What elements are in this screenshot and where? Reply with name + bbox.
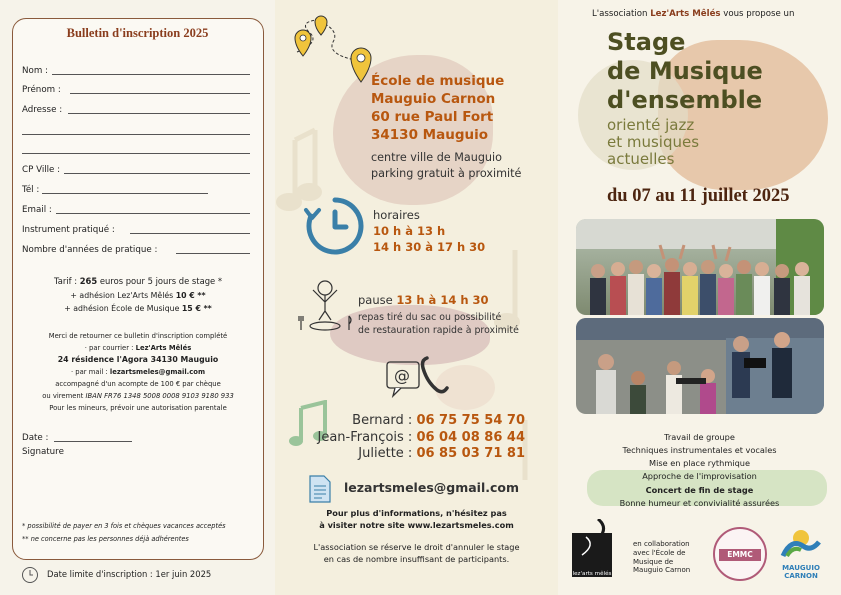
group-photo-image — [576, 219, 824, 315]
group-photo-1 — [576, 219, 824, 315]
feature-1: Travail de groupe — [664, 432, 735, 442]
venue-notes — [371, 150, 521, 182]
lunch-icon — [295, 276, 357, 338]
lunch-notes — [358, 311, 519, 337]
mail-line: · par courrier : Lez'Arts Mêlés — [84, 344, 192, 352]
info-panel — [275, 0, 558, 595]
contact-bernard: Bernard : 06 75 75 54 70 — [352, 413, 525, 428]
lezarts-logo — [572, 519, 614, 579]
svg-text:@: @ — [394, 366, 410, 385]
contact-juliette: Juliette : 06 85 03 71 81 — [358, 446, 525, 461]
postal-address: 24 résidence l'Agora 34130 Mauguio — [57, 355, 219, 364]
field-adresse-label: Adresse : — [22, 105, 63, 115]
disclaimer — [275, 542, 558, 565]
collab-line-2: avec l'École de — [633, 548, 686, 557]
feature-6: Bonne humeur et convivialité assurées — [619, 498, 780, 508]
group-photo-2 — [576, 318, 824, 414]
field-prenom-label: Prénom : — [22, 85, 61, 95]
mauguio-logo-line-2: CARNON — [784, 572, 818, 580]
contact-icon — [383, 352, 449, 398]
schedule-block — [373, 207, 485, 255]
collab-line-4: Mauguio Carnon — [633, 566, 691, 575]
signature-label: Signature — [22, 447, 64, 457]
venue-line-3: 60 rue Paul Fort — [371, 109, 494, 125]
concert-photo-image — [576, 318, 824, 414]
map-pin-icon — [281, 12, 377, 94]
mauguio-logo-line-1: MAUGUIO — [782, 564, 820, 572]
field-instrument-label: Instrument pratiqué : — [22, 225, 115, 235]
date-label: Date : — [22, 433, 49, 443]
field-nom-label: Nom : — [22, 66, 48, 76]
stage-dates: du 07 au 11 juillet 2025 — [607, 186, 790, 206]
mauguio-logo-text — [779, 564, 823, 580]
venue-line-2: Mauguio Carnon — [371, 91, 496, 107]
contact-jean-francois: Jean-François : 06 04 08 86 44 — [317, 429, 525, 445]
feature-2: Techniques instrumentales et vocales — [622, 445, 777, 455]
field-years-line[interactable] — [176, 253, 250, 254]
emmc-logo — [713, 527, 767, 581]
field-prenom-line[interactable] — [70, 93, 250, 94]
field-adresse-line-3[interactable] — [22, 153, 250, 154]
title-line-1: Stage — [607, 28, 686, 56]
feature-3: Mise en place rythmique — [649, 458, 750, 468]
form-card — [12, 18, 264, 560]
deadline-text: Date limite d'inscription : 1er juin 2025 — [47, 569, 212, 579]
subtitle — [607, 117, 699, 168]
subtitle-1: orienté jazz — [607, 116, 695, 134]
adhesion-ecole: + adhésion École de Musique 15 € ** — [64, 304, 212, 313]
subtitle-3: actuelles — [607, 150, 675, 168]
disclaimer-1: L'association se réserve le droit d'annuler le stage — [313, 542, 520, 552]
field-adresse-line[interactable] — [68, 113, 250, 114]
more-info — [275, 508, 558, 531]
venue-address — [371, 72, 504, 144]
more-info-2: à visiter notre site www.lezartsmeles.com — [319, 519, 514, 530]
collab-line-1: en collaboration — [633, 540, 690, 548]
field-tel-line[interactable] — [42, 193, 208, 194]
schedule-afternoon: 14 h 30 à 17 h 30 — [373, 240, 486, 254]
title-line-2: de Musique — [607, 57, 763, 85]
schedule-label: horaires — [373, 208, 420, 222]
form-title: Bulletin d'inscription 2025 — [66, 26, 209, 40]
iban-line: ou virement IBAN FR76 1348 5008 0008 9103 9180 933 — [42, 392, 234, 400]
venue-line-4: 34130 Mauguio — [371, 127, 488, 143]
field-email-label: Email : — [22, 205, 52, 215]
field-cpville-label: CP Ville : — [22, 165, 61, 175]
feature-4: Approche de l'improvisation — [642, 471, 757, 481]
field-nom-line[interactable] — [52, 74, 250, 75]
field-cpville-line[interactable] — [64, 173, 250, 174]
minors-line: Pour les mineurs, prévoir une autorisation parentale — [49, 404, 227, 412]
lezarts-logo-image — [572, 519, 614, 579]
email-line: · par mail : lezartsmeles@gmail.com — [70, 368, 206, 376]
field-email-line[interactable] — [56, 213, 250, 214]
venue-note-2: parking gratuit à proximité — [371, 167, 522, 180]
venue-note-1: centre ville de Mauguio — [371, 151, 502, 164]
field-instrument-line[interactable] — [130, 233, 250, 234]
tarif-line: Tarif : 265 euros pour 5 jours de stage * — [53, 276, 223, 286]
more-info-1: Pour plus d'informations, n'hésitez pas — [326, 508, 507, 518]
document-icon — [306, 472, 334, 504]
schedule-morning: 10 h à 13 h — [373, 224, 446, 238]
mauguio-logo-image — [779, 526, 823, 560]
title-line-3: d'ensemble — [607, 86, 763, 114]
intro-line: L'association Lez'Arts Mêlés vous propose un — [592, 9, 795, 19]
lunch-note-1: repas tiré du sac ou possibilité — [358, 312, 502, 323]
adhesion-lezarts: + adhésion Lez'Arts Mêlés 10 € ** — [70, 291, 206, 300]
field-tel-label: Tél : — [22, 185, 40, 195]
field-years-label: Nombre d'années de pratique : — [22, 245, 158, 255]
contact-email[interactable]: lezartsmeles@gmail.com — [344, 480, 520, 495]
collab-line-3: Musique de — [633, 557, 674, 566]
clock-icon — [21, 566, 39, 584]
venue-line-1: École de musique — [371, 73, 505, 89]
contacts-list — [317, 413, 525, 463]
return-instruction: Merci de retourner ce bulletin d'inscription complété — [48, 332, 228, 340]
emmc-logo-text: EMMC — [719, 549, 761, 561]
lunch-note-2: de restauration rapide à proximité — [358, 325, 519, 336]
footnote-1: * possibilité de payer en 3 fois et chèques vacances acceptés — [22, 522, 226, 530]
feature-5: Concert de fin de stage — [645, 485, 754, 495]
date-line[interactable] — [54, 441, 132, 442]
collab-text — [633, 540, 690, 575]
lunch-line: pause 13 h à 14 h 30 — [358, 293, 489, 307]
subtitle-2: et musiques — [607, 133, 700, 151]
lezarts-logo-text: lez'arts mêlés — [572, 571, 612, 577]
field-adresse-line-2[interactable] — [22, 134, 250, 135]
disclaimer-2: en cas de nombre insuffisant de participants. — [323, 553, 510, 564]
main-title — [607, 28, 763, 115]
deposit-line: accompagné d'un acompte de 100 € par chèque — [55, 380, 221, 388]
mauguio-carnon-logo — [779, 526, 823, 584]
clock-icon — [303, 194, 367, 258]
footnote-2: ** ne concerne pas les personnes déjà adhérentes — [22, 535, 189, 543]
registration-panel — [0, 0, 275, 595]
